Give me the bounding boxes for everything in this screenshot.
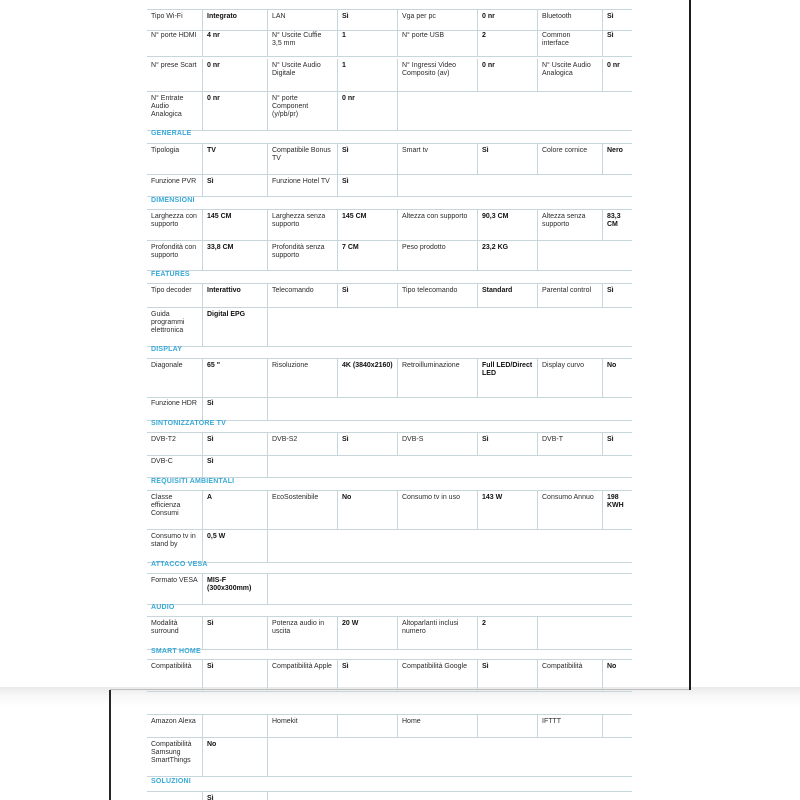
spec-label: Altezza senza supporto	[537, 210, 602, 240]
section-title: SMART HOME	[151, 648, 201, 655]
spec-row	[147, 738, 632, 777]
spec-row	[147, 432, 632, 456]
spec-value: Sì	[477, 144, 537, 174]
section-title: DISPLAY	[151, 346, 183, 353]
spec-label: Diagonale	[151, 362, 183, 369]
spec-row	[147, 175, 632, 197]
spec-label: Funzione Hotel TV	[267, 175, 337, 196]
spec-value	[337, 715, 397, 737]
spec-value: Sì	[202, 660, 267, 691]
spec-value: 2	[477, 617, 537, 649]
spec-row	[147, 616, 632, 650]
spec-label: Consumo Annuo	[537, 491, 602, 529]
spec-value: 0 nr	[477, 59, 537, 91]
spec-row	[147, 92, 632, 131]
spec-label: Amazon Alexa	[151, 718, 196, 725]
section-title: ATTACCO VESA	[151, 561, 208, 568]
spec-row	[147, 714, 632, 738]
spec-value: MIS-F (300x300mm)	[202, 574, 267, 604]
spec-value	[202, 715, 267, 737]
spec-value: 1	[337, 59, 397, 91]
spec-value: 145 CM	[337, 210, 397, 240]
spec-value: Sì	[477, 433, 537, 455]
spec-row	[147, 59, 632, 92]
spec-value: 90,3 CM	[477, 210, 537, 240]
spec-label: Telecomando	[267, 284, 337, 307]
empty-cell	[267, 530, 632, 562]
spec-label: N° Ingressi Video Composito (av)	[397, 59, 477, 91]
spec-row	[147, 209, 632, 241]
empty-cell	[267, 574, 632, 604]
spec-label: N° Entrate Audio Analogica	[151, 95, 184, 118]
spec-value: 145 CM	[202, 210, 267, 240]
spec-row	[147, 143, 632, 175]
spec-value: 4K (3840x2160)	[337, 359, 397, 397]
spec-label: Display curvo	[537, 359, 602, 397]
empty-cell	[397, 92, 632, 130]
spec-label: Compatibilità Samsung SmartThings	[151, 741, 192, 764]
spec-value: 23,2 KG	[477, 241, 537, 270]
spec-label: Potenza audio in uscita	[267, 617, 337, 649]
spec-value: 65 "	[202, 359, 267, 397]
spec-value: No	[602, 359, 632, 397]
spec-row	[147, 490, 632, 530]
spec-label: IFTTT	[537, 715, 602, 737]
section-title: SINTONIZZATORE TV	[151, 420, 226, 427]
empty-cell	[267, 455, 632, 477]
spec-label: Peso prodotto	[397, 241, 477, 270]
section-title: DIMENSIONI	[151, 197, 195, 204]
spec-label: Smart tv	[397, 144, 477, 174]
spec-label: Colore cornice	[537, 144, 602, 174]
spec-row	[147, 29, 632, 57]
spec-value: Full LED/Direct LED	[477, 359, 537, 397]
spec-label: DVB-T2	[151, 436, 176, 443]
spec-value: Nero	[602, 144, 632, 174]
empty-cell	[267, 738, 632, 776]
spec-label: Profondità con supporto	[151, 244, 197, 259]
spec-label: Vga per pc	[397, 10, 477, 30]
spec-value: 0 nr	[602, 59, 632, 91]
spec-value: Sì	[337, 660, 397, 691]
spec-label: Guida programmi elettronica	[151, 311, 185, 334]
spec-value: 4 nr	[202, 29, 267, 56]
spec-label: Funzione PVR	[151, 178, 197, 185]
section-title: AUDIO	[151, 604, 175, 611]
spec-value: Sì	[202, 397, 267, 420]
spec-label: Tipo telecomando	[397, 284, 477, 307]
spec-label: EcoSostenibile	[267, 491, 337, 529]
spec-label: Consumo tv in stand by	[151, 533, 196, 548]
spec-value: Sì	[337, 284, 397, 307]
spec-value: Sì	[202, 175, 267, 196]
spec-label: N° prese Scart	[151, 62, 197, 69]
spec-label: DVB-T	[537, 433, 602, 455]
spec-label: Retroilluminazione	[397, 359, 477, 397]
empty-cell	[397, 175, 632, 196]
spec-label: Homekit	[267, 715, 337, 737]
section-title: SOLUZIONI	[151, 778, 191, 785]
spec-label: Tipologia	[151, 147, 180, 154]
spec-value: No	[602, 660, 632, 691]
spec-label: N° porte HDMI	[151, 32, 197, 39]
spec-row	[147, 308, 632, 347]
spec-label: Consumo tv in uso	[397, 491, 477, 529]
spec-value: A	[202, 491, 267, 529]
section-title: FEATURES	[151, 271, 190, 278]
spec-label: Parental control	[537, 284, 602, 307]
spec-value: No	[337, 491, 397, 529]
empty-cell	[267, 792, 632, 800]
spec-label: Home	[397, 715, 477, 737]
spec-row	[147, 397, 632, 421]
spec-value: 83,3 CM	[602, 210, 632, 240]
spec-label: Compatibilità	[537, 660, 602, 691]
spec-value: TV	[202, 144, 267, 174]
spec-value: Sì	[202, 455, 267, 477]
spec-label: Common interface	[537, 29, 602, 56]
spec-value: Sì	[337, 175, 397, 196]
spec-label: Tipo decoder	[151, 287, 192, 294]
spec-row	[147, 659, 632, 692]
spec-value: Standard	[477, 284, 537, 307]
spec-label	[147, 792, 202, 800]
spec-label: Compatibilità	[151, 663, 192, 670]
spec-value: Sì	[602, 10, 632, 30]
spec-value: Digital EPG	[202, 308, 267, 346]
spec-value: 33,8 CM	[202, 241, 267, 270]
spec-value: 7 CM	[337, 241, 397, 270]
spec-value: Sì	[337, 433, 397, 455]
spec-value: Sì	[602, 284, 632, 307]
spec-value: Sì	[602, 29, 632, 56]
spec-value: Sì	[202, 792, 267, 800]
spec-label: LAN	[267, 10, 337, 30]
spec-label: Altoparlanti inclusi numero	[397, 617, 477, 649]
spec-value: 20 W	[337, 617, 397, 649]
spec-value: 1	[337, 29, 397, 56]
empty-cell	[537, 241, 632, 270]
spec-label: Compatibilità Google	[397, 660, 477, 691]
spec-label: DVB-S2	[267, 433, 337, 455]
spec-value: 0 nr	[477, 10, 537, 30]
spec-value	[602, 715, 632, 737]
spec-label: N° Uscite Cuffie 3,5 mm	[267, 29, 337, 56]
spec-value: 0 nr	[202, 92, 267, 130]
spec-row	[147, 241, 632, 271]
empty-cell	[267, 397, 632, 420]
spec-label: Profondità senza supporto	[267, 241, 337, 270]
spec-value: No	[202, 738, 267, 776]
spec-value: 0,5 W	[202, 530, 267, 562]
spec-value: 2	[477, 29, 537, 56]
spec-value: Interattivo	[202, 284, 267, 307]
spec-label: DVB-C	[151, 458, 173, 465]
section-title: REQUISITI AMBIENTALI	[151, 478, 235, 485]
spec-label: Risoluzione	[267, 359, 337, 397]
spec-value: 0 nr	[337, 92, 397, 130]
spec-value: 0 nr	[202, 59, 267, 91]
spec-value: Sì	[602, 433, 632, 455]
spec-label: Larghezza senza supporto	[267, 210, 337, 240]
spec-value: 143 W	[477, 491, 537, 529]
spec-label: Altezza con supporto	[397, 210, 477, 240]
empty-cell	[537, 617, 632, 649]
spec-row	[147, 530, 632, 563]
spec-label: DVB-S	[397, 433, 477, 455]
spec-value	[477, 715, 537, 737]
spec-value: Sì	[202, 617, 267, 649]
spec-row	[147, 9, 632, 31]
empty-cell	[267, 308, 632, 346]
spec-value: 198 KWH	[602, 491, 632, 529]
spec-label: Classe efficienza Consumi	[151, 494, 181, 517]
spec-value: Sì	[202, 433, 267, 455]
spec-row	[147, 791, 632, 800]
spec-label: N° porte Component (y/pb/pr)	[267, 92, 337, 130]
spec-value: Sì	[477, 660, 537, 691]
spec-row	[147, 573, 632, 605]
spec-label: Funzione HDR	[151, 400, 197, 407]
spec-label: Compatibile Bonus TV	[267, 144, 337, 174]
spec-label: Compatibilità Apple	[267, 660, 337, 691]
spec-value: Sì	[337, 144, 397, 174]
spec-label: Larghezza con supporto	[151, 213, 197, 228]
spec-label: N° Uscite Audio Analogica	[537, 59, 602, 91]
spec-value: Sì	[337, 10, 397, 30]
section-title: GENERALE	[151, 130, 192, 137]
spec-label: N° Uscite Audio Digitale	[267, 59, 337, 91]
spec-label: Bluetooth	[537, 10, 602, 30]
spec-label: Modalità surround	[151, 620, 179, 635]
spec-label: N° porte USB	[397, 29, 477, 56]
spec-value: Integrato	[202, 10, 267, 30]
spec-row	[147, 283, 632, 308]
spec-label: Formato VESA	[151, 577, 198, 584]
spec-row	[147, 455, 632, 478]
spec-row	[147, 358, 632, 398]
spec-label: Tipo Wi-Fi	[151, 13, 183, 20]
